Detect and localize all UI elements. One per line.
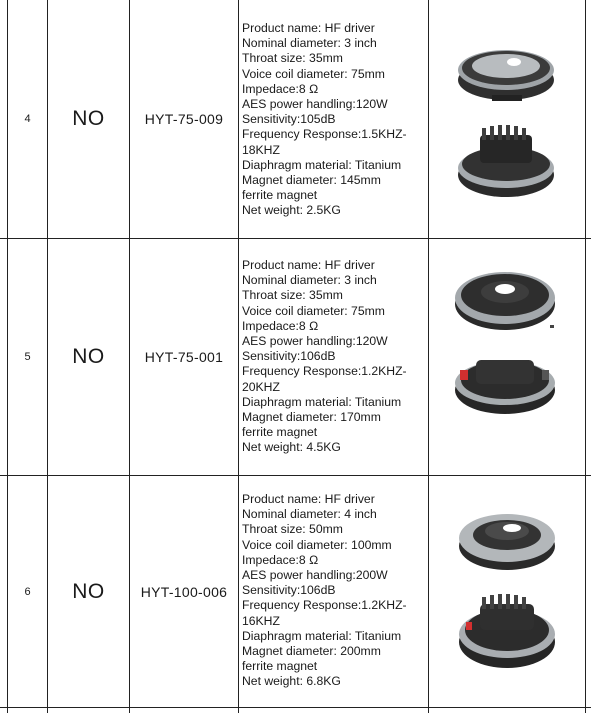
table-border-right (585, 0, 586, 713)
column-divider (238, 0, 239, 713)
spec-list (242, 258, 407, 456)
spec-line: Net weight: 4.5KG (242, 440, 341, 455)
spec-line: Impedace:8 Ω (242, 318, 319, 333)
model-number: HYT-75-001 (144, 349, 224, 365)
spec-line: Diaphragm material: Titanium (242, 157, 402, 172)
row-index: 4 (24, 113, 31, 125)
spec-line: Frequency Response:1.2KHZ- (242, 364, 407, 379)
spec-line: ferrite magnet (242, 659, 318, 674)
spec-line: AES power handling:200W (242, 568, 388, 583)
spec-line: Diaphragm material: Titanium (242, 628, 402, 643)
spec-line: Sensitivity:105dB (242, 112, 336, 127)
spec-line: Sensitivity:106dB (242, 583, 336, 598)
spec-list (242, 492, 407, 690)
spec-line: Throat size: 35mm (242, 288, 343, 303)
spec-line: Product name: HF driver (242, 21, 375, 35)
spec-line: AES power handling:120W (242, 334, 388, 349)
spec-line: Net weight: 6.8KG (242, 674, 341, 689)
row-index: 6 (24, 585, 31, 598)
table-border-bottom (0, 707, 591, 708)
spec-line: 20KHZ (242, 379, 280, 394)
row-flag: NO (72, 107, 105, 130)
spec-line: Net weight: 2.5KG (242, 203, 341, 218)
spec-line: Frequency Response:1.2KHZ- (242, 598, 407, 613)
spec-line: Voice coil diameter: 75mm (242, 303, 385, 318)
spec-line: Throat size: 35mm (242, 51, 343, 66)
hf-driver-image (452, 40, 560, 208)
spec-line: Product name: HF driver (242, 258, 375, 272)
spec-line: Magnet diameter: 200mm (242, 644, 381, 659)
spec-line: Magnet diameter: 145mm (242, 173, 381, 188)
spec-line: Nominal diameter: 3 inch (242, 36, 377, 51)
spec-line: Nominal diameter: 3 inch (242, 273, 377, 288)
spec-line: Product name: HF driver (242, 492, 375, 506)
spec-line: Sensitivity:106dB (242, 349, 336, 364)
spec-list (242, 21, 407, 219)
model-number: HYT-100-006 (140, 583, 228, 600)
row-index: 5 (24, 351, 31, 363)
spec-line: Impedace:8 Ω (242, 81, 319, 96)
model-number: HYT-75-009 (144, 111, 224, 127)
spec-line: Diaphragm material: Titanium (242, 394, 402, 409)
row-flag: NO (72, 579, 105, 603)
spec-line: 18KHZ (242, 142, 280, 157)
spec-line: Voice coil diameter: 75mm (242, 66, 385, 81)
row-flag: NO (72, 345, 105, 368)
spec-line: Nominal diameter: 4 inch (242, 507, 377, 522)
spec-line: Impedace:8 Ω (242, 552, 319, 567)
hf-driver-image (450, 262, 560, 422)
spec-line: 16KHZ (242, 613, 280, 628)
hf-driver-image (452, 500, 562, 680)
spec-line: Throat size: 50mm (242, 522, 343, 537)
spec-line: Voice coil diameter: 100mm (242, 537, 392, 552)
spec-line: ferrite magnet (242, 188, 318, 203)
spec-line: Magnet diameter: 170mm (242, 410, 381, 425)
spec-line: ferrite magnet (242, 425, 318, 440)
column-divider (428, 0, 429, 713)
spec-line: AES power handling:120W (242, 97, 388, 112)
spec-line: Frequency Response:1.5KHZ- (242, 127, 407, 142)
